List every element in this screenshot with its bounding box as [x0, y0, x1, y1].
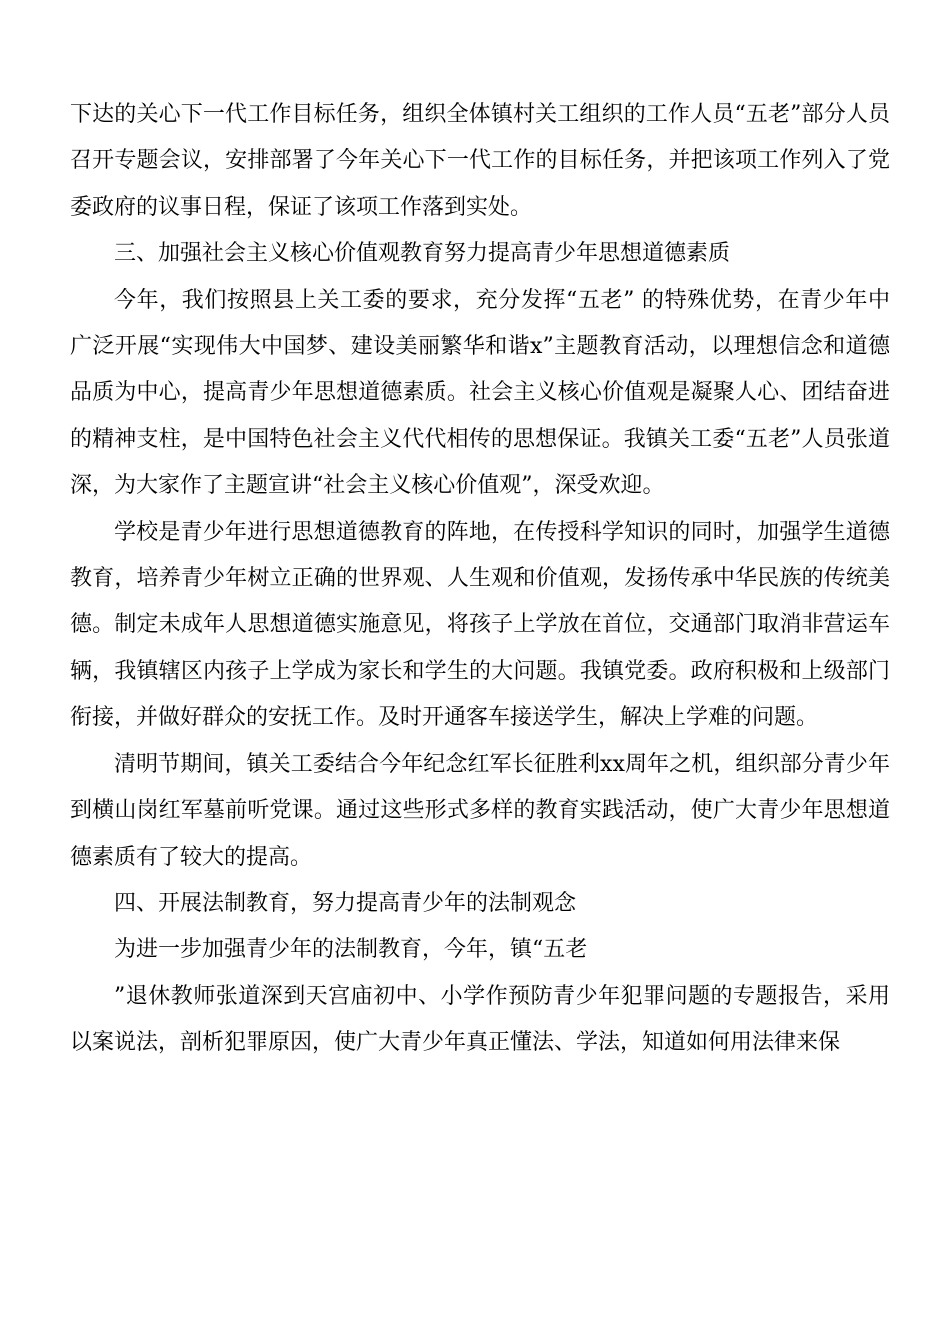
paragraph-core-values: 今年，我们按照县上关工委的要求，充分发挥“五老” 的特殊优势，在青少年中广泛开展“实现伟大中国梦、建设美丽繁华和谐x”主题教育活动，以理想信念和道德品质为中心，提高青少年思想道德素质。社会主义核心价值观是凝聚人心、团结奋进的精神支柱，是中国特色社会主义代代相传的思想保证。我镇关工委“五老”人员张道深，为大家作了主题宣讲“社会主义核心价值观”，深受欢迎。 — [70, 287, 890, 499]
paragraph-legal-intro: 为进一步加强青少年的法制教育，今年，镇“五老 — [114, 937, 588, 963]
section-heading-four: 四、开展法制教育，努力提高青少年的法制观念 — [114, 890, 577, 916]
paragraph-qingming: 清明节期间，镇关工委结合今年纪念红军长征胜利xx周年之机，组织部分青少年到横山岗红军墓前听党课。通过这些形式多样的教育实践活动，使广大青少年思想道德素质有了较大的提高。 — [70, 751, 890, 870]
section-heading-three: 三、加强社会主义核心价值观教育努力提高青少年思想道德素质 — [114, 241, 731, 267]
document-body — [70, 92, 890, 1067]
paragraph-school-education: 学校是青少年进行思想道德教育的阵地，在传授科学知识的同时，加强学生道德教育，培养青少年树立正确的世界观、人生观和价值观，发扬传承中华民族的传统美德。制定未成年人思想道德实施意见，将孩子上学放在首位，交通部门取消非营运车辆，我镇辖区内孩子上学成为家长和学生的大问题。我镇党委。政府积极和上级部门衔接，并做好群众的安抚工作。及时开通客车接送学生，解决上学难的问题。 — [70, 519, 890, 731]
paragraph-continuation: 下达的关心下一代工作目标任务，组织全体镇村关工组织的工作人员“五老”部分人员召开专题会议，安排部署了今年关心下一代工作的目标任务，并把该项工作列入了党委政府的议事日程，保证了该项工作落到实处。 — [70, 102, 890, 220]
paragraph-legal-report: ”退休教师张道深到天宫庙初中、小学作预防青少年犯罪问题的专题报告，采用以案说法，剖析犯罪原因，使广大青少年真正懂法、学法，知道如何用法律来保 — [70, 983, 890, 1056]
